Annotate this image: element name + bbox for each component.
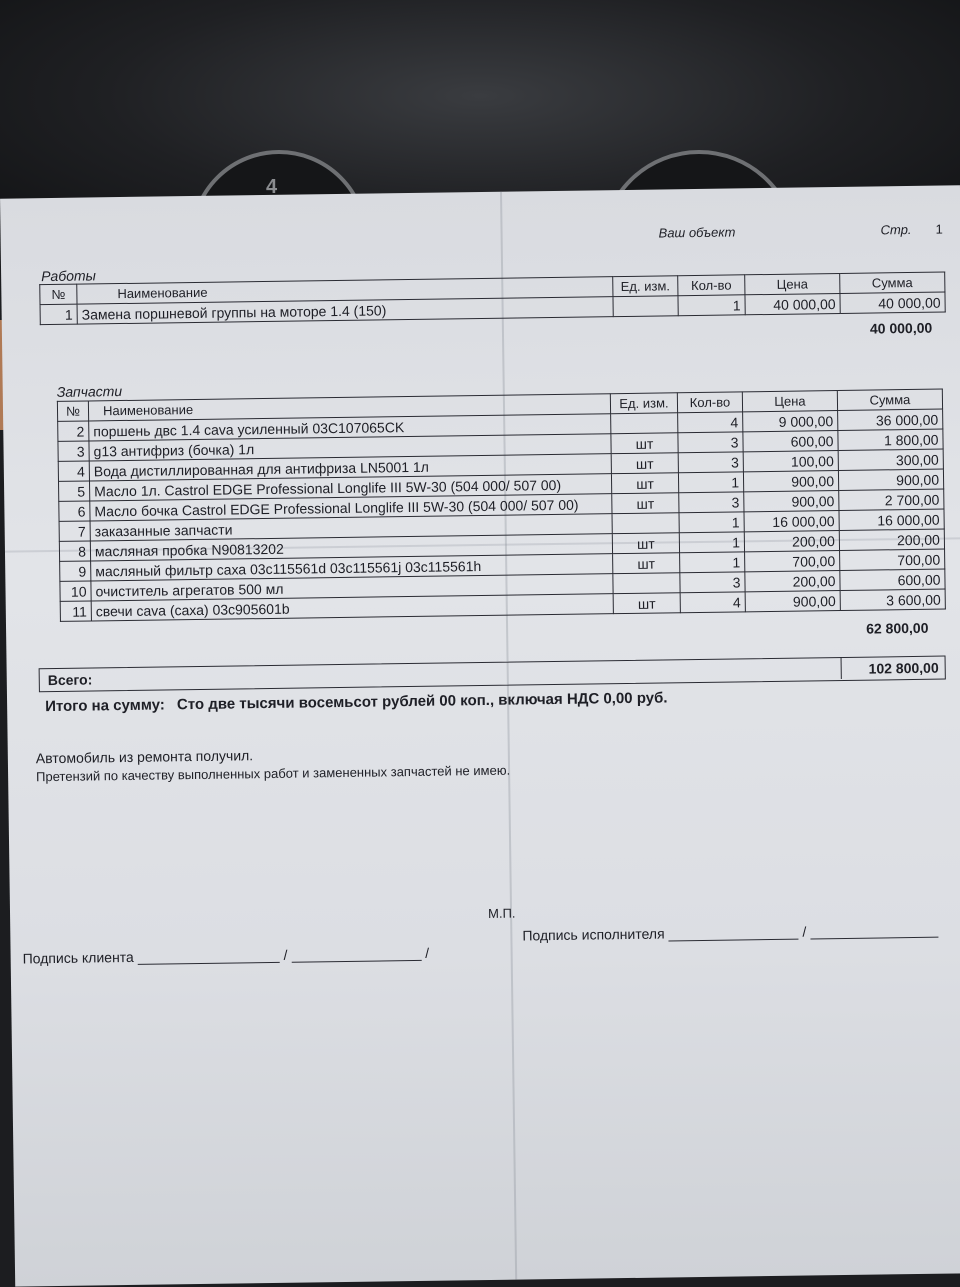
object-label: Ваш объект — [658, 224, 736, 241]
col-sum: Сумма — [837, 389, 942, 410]
client-signature: Подпись клиента / / — [22, 944, 430, 967]
table-row: 2 поршень двс 1.4 cava усиленный 03C107065CK 4 9 000,00 36 000,00 — [58, 409, 943, 441]
col-unit: Ед. изм. — [613, 276, 678, 297]
note-received: Автомобиль из ремонта получил. — [35, 747, 254, 767]
table-row: 3 g13 антифриз (бочка) 1л шт 3 600,00 1 800,00 — [58, 429, 943, 461]
table-row: 8 масляная пробка N90813202 шт 1 200,00 200,00 — [59, 529, 944, 561]
contractor-signature-line — [668, 925, 798, 942]
col-sum: Сумма — [840, 272, 945, 293]
col-name: Наименование — [77, 277, 613, 304]
page-number: 1 — [935, 221, 943, 237]
sum-in-words — [45, 689, 668, 715]
contractor-signature: Подпись исполнителя / — [522, 922, 938, 944]
col-unit: Ед. изм. — [610, 393, 677, 414]
col-qty: Кол-во — [678, 275, 745, 296]
table-row: 1 Замена поршневой группы на моторе 1.4 (150) 1 40 000,00 40 000,00 — [40, 292, 945, 325]
sum-in-words-label: Итого на сумму: — [45, 696, 165, 716]
table-row: 6 Масло бочка Castrol EDGE Professional Longlife III 5W-30 (504 000/ 507 00) шт 3 900,00 2 700,00 — [59, 489, 944, 521]
col-number: № — [57, 401, 88, 421]
contractor-signature-label: Подпись исполнителя — [522, 925, 665, 944]
works-table — [39, 272, 945, 326]
paper-fold-vertical — [500, 192, 517, 1280]
col-price: Цена — [745, 273, 840, 294]
stamp-label: М.П. — [487, 905, 516, 921]
note-no-claims: Претензий по качеству выполненных работ и замененных запчастей не имею. — [36, 762, 511, 785]
parts-subtotal: 62 800,00 — [866, 619, 929, 637]
table-row: 10 очиститель агрегатов 500 мл 3 200,00 600,00 — [60, 569, 945, 601]
works-subtotal: 40 000,00 — [869, 319, 933, 337]
col-name: Наименование — [88, 394, 610, 421]
client-signature-label: Подпись клиента — [22, 948, 134, 967]
works-section-title: Работы — [41, 267, 96, 285]
table-row: 9 масляный фильтр саха 03c115561d 03c115561j 03c115561h шт 1 700,00 700,00 — [60, 549, 945, 581]
table-row: 5 Масло 1л. Castrol EDGE Professional Longlife III 5W-30 (504 000/ 507 00) шт 1 900,00 900,00 — [58, 469, 943, 501]
gauge-numeral: 4 — [266, 176, 278, 198]
sum-in-words-text: Сто две тысячи восемьсот рублей 00 коп., включая НДС 0,00 руб. — [176, 689, 668, 714]
table-row: 7 заказанные запчасти 1 16 000,00 16 000,00 — [59, 509, 944, 541]
client-name-line — [291, 946, 421, 963]
col-number: № — [40, 284, 77, 305]
parts-section-title: Запчасти — [56, 383, 123, 400]
invoice-sheet — [0, 185, 960, 1286]
parts-table — [57, 389, 946, 622]
col-price: Цена — [742, 391, 837, 412]
table-row: 11 свечи cava (саха) 03c905601b шт 4 900,00 3 600,00 — [60, 589, 945, 621]
total-label: Всего: — [47, 671, 93, 689]
client-signature-line — [138, 948, 280, 965]
contractor-name-line — [810, 923, 938, 940]
total-value: 102 800,00 — [841, 656, 945, 679]
col-qty: Кол-во — [677, 392, 742, 413]
table-row: 4 Вода дистиллированная для антифриза LN5001 1л шт 3 100,00 300,00 — [58, 449, 943, 481]
page-label: Стр. — [880, 221, 912, 238]
total-box — [39, 656, 946, 693]
